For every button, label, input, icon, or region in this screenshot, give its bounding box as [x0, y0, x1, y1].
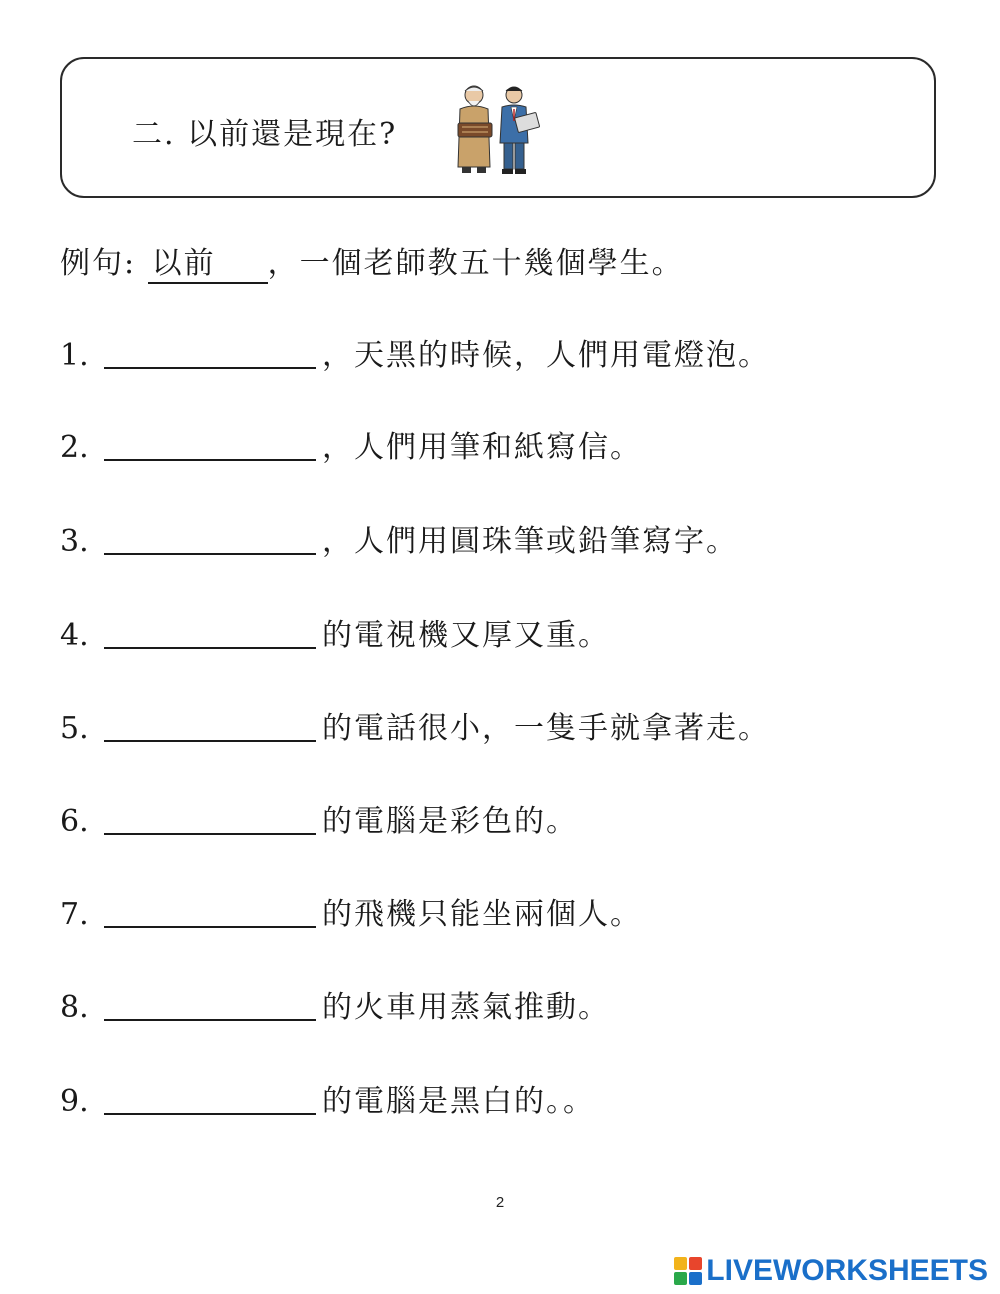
- question-text: 的火車用蒸氣推動。: [322, 990, 610, 1025]
- answer-blank[interactable]: [104, 525, 316, 555]
- example-answer: 以前: [148, 246, 268, 284]
- section-header-box: [60, 57, 936, 198]
- question-number: 9.: [60, 1084, 89, 1119]
- question-row: [60, 610, 610, 654]
- liveworksheets-logo: [674, 1254, 988, 1288]
- question-number: 4.: [60, 618, 89, 653]
- question-row: [60, 982, 610, 1026]
- question-number: 6.: [60, 804, 89, 839]
- answer-blank[interactable]: [104, 805, 316, 835]
- example-label: 例句:: [60, 246, 137, 281]
- question-row: [60, 796, 578, 840]
- question-row: [60, 889, 642, 933]
- page-number: 2: [495, 1194, 505, 1211]
- example-text: ，一個老師教五十幾個學生。: [267, 246, 684, 281]
- question-text: ，天黑的時候，人們用電燈泡。: [322, 338, 770, 373]
- question-number: 5.: [60, 711, 89, 746]
- question-number: 8.: [60, 990, 89, 1025]
- question-text: ，人們用筆和紙寫信。: [322, 430, 642, 465]
- answer-blank[interactable]: [104, 898, 316, 928]
- question-number: 1.: [60, 338, 89, 373]
- question-row: [60, 703, 770, 747]
- question-row: [60, 330, 770, 374]
- answer-blank[interactable]: [104, 991, 316, 1021]
- answer-blank[interactable]: [104, 1085, 316, 1115]
- example-sentence: [60, 238, 684, 284]
- question-number: 3.: [60, 524, 89, 559]
- question-text: 的電話很小，一隻手就拿著走。: [322, 711, 770, 746]
- question-text: 的電腦是黑白的。。: [322, 1084, 595, 1119]
- question-row: [60, 422, 642, 466]
- question-text: ，人們用圓珠筆或鉛筆寫字。: [322, 524, 738, 559]
- brand-name: LIVEWORKSHEETS: [706, 1254, 988, 1287]
- question-text: 的電視機又厚又重。: [322, 618, 610, 653]
- question-row: [60, 1076, 595, 1120]
- question-row: [60, 516, 738, 560]
- answer-blank[interactable]: [104, 712, 316, 742]
- question-text: 的電腦是彩色的。: [322, 804, 578, 839]
- answer-blank[interactable]: [104, 619, 316, 649]
- old-and-modern-people-illustration: [444, 81, 544, 177]
- answer-blank[interactable]: [104, 431, 316, 461]
- answer-blank[interactable]: [104, 339, 316, 369]
- question-number: 2.: [60, 430, 89, 465]
- question-number: 7.: [60, 897, 89, 932]
- section-title: 二. 以前還是現在?: [132, 117, 398, 152]
- liveworksheets-icon: [674, 1257, 702, 1285]
- question-text: 的飛機只能坐兩個人。: [322, 897, 642, 932]
